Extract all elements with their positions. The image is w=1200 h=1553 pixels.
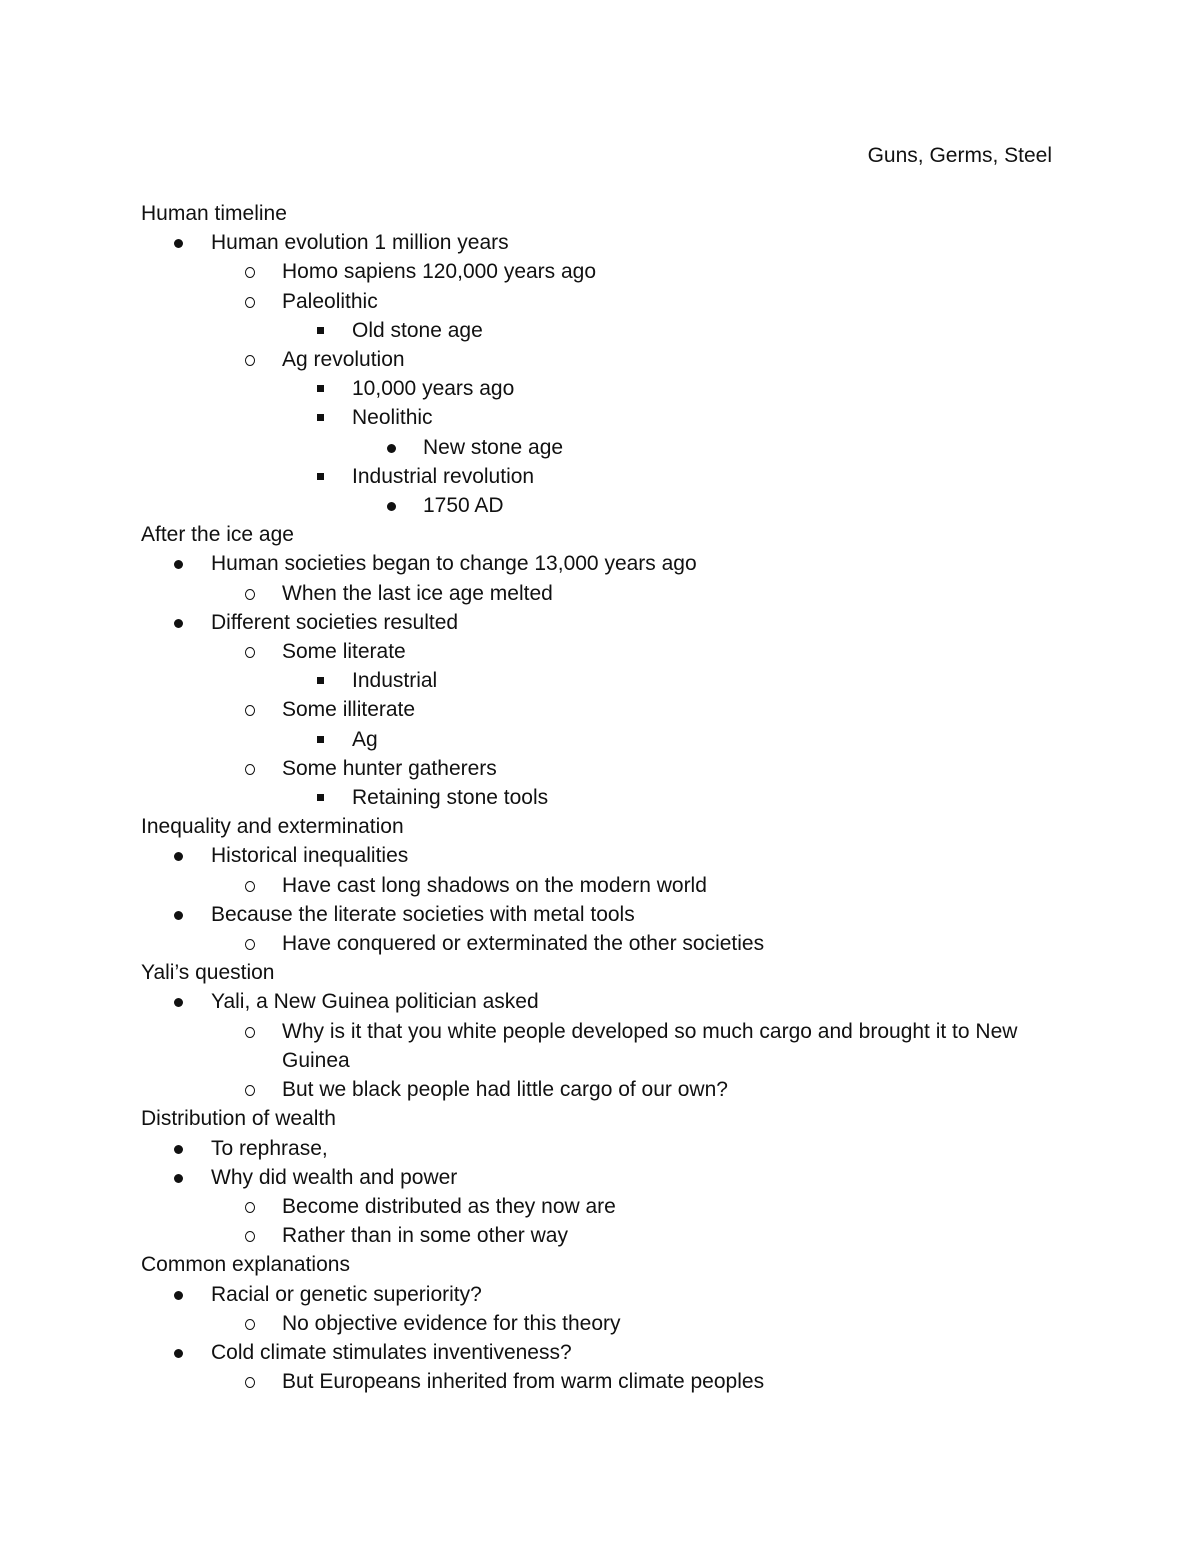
- outline-item: [141, 1309, 1061, 1338]
- outline-item: [141, 1367, 1061, 1396]
- outline-item: [141, 754, 1061, 783]
- section-heading: [141, 520, 1061, 549]
- outline-item: [141, 637, 1061, 666]
- outline-item: [141, 987, 1061, 1016]
- outline-text: New stone age: [423, 435, 564, 459]
- outline-item: [141, 549, 1061, 578]
- outline-text: Because the literate societies with metal tools: [211, 902, 635, 926]
- outline-text: Become distributed as they now are: [282, 1194, 616, 1218]
- outline-text: 10,000 years ago: [352, 377, 515, 401]
- outline-text: After the ice age: [141, 523, 294, 547]
- outline-item: [141, 1163, 1061, 1192]
- outline-item: [141, 1221, 1061, 1250]
- outline-text: But we black people had little cargo of our own?: [282, 1078, 728, 1102]
- outline-text: Inequality and extermination: [141, 815, 404, 839]
- section-heading: [141, 1250, 1061, 1279]
- outline-text: Have cast long shadows on the modern world: [282, 873, 707, 897]
- outline-item: [141, 900, 1061, 929]
- outline-text: Neolithic: [352, 406, 433, 430]
- outline-text: Cold climate stimulates inventiveness?: [211, 1340, 572, 1364]
- outline-notes: [141, 199, 1061, 1396]
- outline-text: Different societies resulted: [211, 610, 459, 634]
- outline-item: [141, 374, 1061, 403]
- outline-item: [141, 345, 1061, 374]
- outline-text: Human timeline: [141, 202, 287, 225]
- outline-text: Paleolithic: [282, 289, 378, 313]
- outline-text: Distribution of wealth: [141, 1107, 336, 1131]
- outline-text: Industrial: [352, 669, 438, 693]
- outline-text: But Europeans inherited from warm climate peoples: [282, 1370, 765, 1394]
- section-heading: [141, 199, 1061, 228]
- outline-item: [141, 1280, 1061, 1309]
- outline-text: Racial or genetic superiority?: [211, 1282, 482, 1306]
- outline-text: To rephrase,: [211, 1136, 328, 1160]
- outline-text: Some literate: [282, 640, 406, 664]
- outline-text: When the last ice age melted: [282, 581, 553, 605]
- outline-text: Why is it that you white people developed so much cargo and brought it to New Guinea: [282, 1019, 1018, 1072]
- outline-item: [141, 871, 1061, 900]
- outline-item: [141, 228, 1061, 257]
- outline-text: Rather than in some other way: [282, 1224, 568, 1248]
- outline-item: [141, 608, 1061, 637]
- outline-item: [141, 257, 1061, 286]
- outline-text: Human societies began to change 13,000 years ago: [211, 552, 697, 576]
- outline-text: Why did wealth and power: [211, 1165, 458, 1189]
- outline-item: [141, 841, 1061, 870]
- outline-text: No objective evidence for this theory: [282, 1311, 621, 1335]
- outline-item: [141, 287, 1061, 316]
- outline-item: [141, 491, 1061, 520]
- outline-text: Human evolution 1 million years: [211, 231, 509, 255]
- outline-text: Yali, a New Guinea politician asked: [211, 990, 539, 1014]
- outline-item: [141, 929, 1061, 958]
- section-heading: [141, 812, 1061, 841]
- outline-item: [141, 433, 1061, 462]
- outline-item: [141, 725, 1061, 754]
- outline-item: [141, 579, 1061, 608]
- section-heading: [141, 958, 1061, 987]
- outline-item: [141, 1338, 1061, 1367]
- outline-item: [141, 783, 1061, 812]
- outline-item: [141, 1192, 1061, 1221]
- outline-text: Old stone age: [352, 318, 483, 342]
- outline-item: [141, 1134, 1061, 1163]
- outline-item: [141, 403, 1061, 432]
- outline-text: Historical inequalities: [211, 844, 409, 868]
- outline-text: Ag: [352, 727, 378, 751]
- outline-text: Some illiterate: [282, 698, 416, 722]
- outline-item: [141, 462, 1061, 491]
- outline-item: [141, 1075, 1061, 1104]
- outline-item: [141, 666, 1061, 695]
- outline-item: [141, 695, 1061, 724]
- outline-text: Homo sapiens 120,000 years ago: [282, 260, 597, 284]
- outline-text: 1750 AD: [423, 494, 504, 518]
- outline-text: Retaining stone tools: [352, 786, 549, 810]
- section-heading: [141, 1104, 1061, 1133]
- outline-item: [141, 316, 1061, 345]
- page-title: Guns, Germs, Steel: [867, 144, 1052, 167]
- outline-text: Have conquered or exterminated the other societies: [282, 932, 765, 956]
- outline-text: Some hunter gatherers: [282, 756, 497, 780]
- outline-text: Common explanations: [141, 1253, 350, 1277]
- outline-text: Ag revolution: [282, 348, 405, 372]
- outline-text: Industrial revolution: [352, 464, 535, 488]
- outline-text: Yali’s question: [141, 961, 275, 985]
- outline-item: [141, 1017, 1061, 1075]
